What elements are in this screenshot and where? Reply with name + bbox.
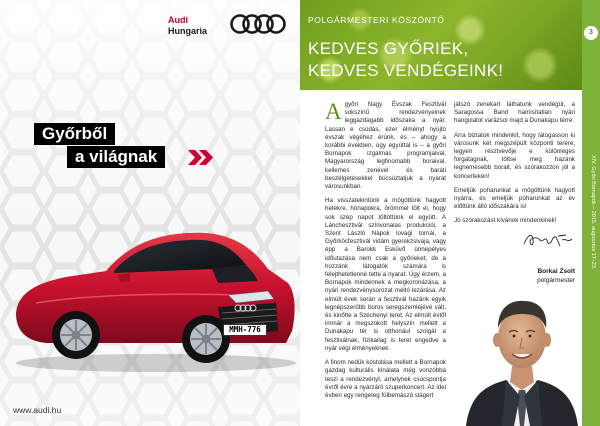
paragraph: játszó zenekart láthatunk vendégül, a Saragossa Band hamisítatlan nyári hangulatot varázsol majd a Dunakapu térre. (454, 101, 575, 125)
section-kicker: POLGÁRMESTERI KÖSZÖNTŐ (308, 15, 445, 25)
headline-line-2: KEDVES VENDÉGEINK! (308, 61, 504, 80)
audi-website-url: www.audi.hu (13, 405, 62, 415)
paragraph (325, 101, 446, 191)
side-running-title: XIV. Győri Bornapok – 2015. augusztus 17–23. (590, 155, 596, 270)
headline-line-1: KEDVES GYŐRIEK, (308, 39, 469, 58)
audi-brand-country: Hungaria (168, 26, 208, 36)
text-column-2 (454, 101, 575, 232)
signer-name: Borkai Zsolt (537, 268, 575, 275)
audi-brand-text (168, 15, 207, 37)
paragraph-text: győri Nagy Évszak Fesztivál sokszínű rendezvényeinek leggazdagabb időszaka a nyár. Lassan e csodás, ezer élményt nyújtó évszak végéhez érünk, és – ahogy a korábbi években, úgy egyúttal is – a győri Bornapok izgalmas programjaival, Magyarország legfinomabb boraival, kellemes zenével és baráti beszélgetésekkel búcsúztatjuk a nyarat városunkban. (325, 101, 446, 191)
slogan-line-1: Győrből (34, 123, 115, 145)
drop-cap: A (325, 99, 342, 124)
red-audi-tts-car-image (6, 203, 298, 373)
license-plate: MMH-776 (223, 324, 267, 336)
green-banner (300, 0, 582, 90)
audi-brand-name: Audi (168, 15, 188, 25)
slogan-line-2: a világnak (67, 146, 165, 168)
paragraph: Arra biztatok mindenkit, hogy látogasson ki városunk két megszépült központi terére, legyen résztvevője e különleges forgatagnak, töltse meg hazánk legnemesebb borait, és szórakozzon jól a koncerteken! (454, 131, 575, 180)
mayor-portrait-photo (462, 286, 582, 426)
paragraph: Jó szórakozást kívánok mindenkinek! (454, 217, 557, 225)
double-chevron-icon (186, 149, 216, 166)
mayor-greeting-page (300, 0, 600, 426)
signer-title: polgármester (537, 277, 575, 284)
paragraph: A finom nedük kóstolása mellett a Bornapok gazdag kulturális kínálata még vonzóbbá teszi a rendezvényt, amelynek csúcspontja évről évre a nyárzáró szuperkoncert. Az idei évben egy rengeteg fülbemászó slágert (325, 359, 446, 399)
page-headline (308, 38, 503, 82)
page-number: 3 (584, 26, 598, 40)
handwritten-signature (522, 230, 574, 250)
text-column-1 (325, 101, 446, 406)
paragraph: Emeljük poharunkat a mögöttünk hagyott nyárra, és emeljük poharunkat az év előttünk álló időszakára is! (454, 186, 575, 211)
paragraph: Ha visszatekintünk a mögöttünk hagyott hetekre, hónapokra, örömmel tölt el, hogy sok szép napot töltöttünk el együtt. A Lánchesztivál színvonalas produkciói, a Szent László Napok lovagi tornái, a Győrköcfesztivál vidám gyerekzsivaja, vagy épp a Barokk Esküvő ünnepélyes időutazása nem csak a győrieket, de a hozzánk látogatók számára is felejthetetlenné tette a nyarat. Úgy érzem, a Bornapok mindennek a megkoronázása, a nyári rendezvénysorozat méltó lezárása. Az elmúlt évek során a fesztivál hazánk egyik legnépszerűbb boros seregszemléjévé vált, és kinőtte a Széchenyi teret. Az elmúlt évtől immár a megszokott helyszín mellett a Dunakapu tér is otthonául szolgál a fesztiválnak, fizikailag is teret engedve a nyár végi élményeknek. (325, 197, 446, 352)
audi-rings-logo-icon (230, 13, 286, 35)
